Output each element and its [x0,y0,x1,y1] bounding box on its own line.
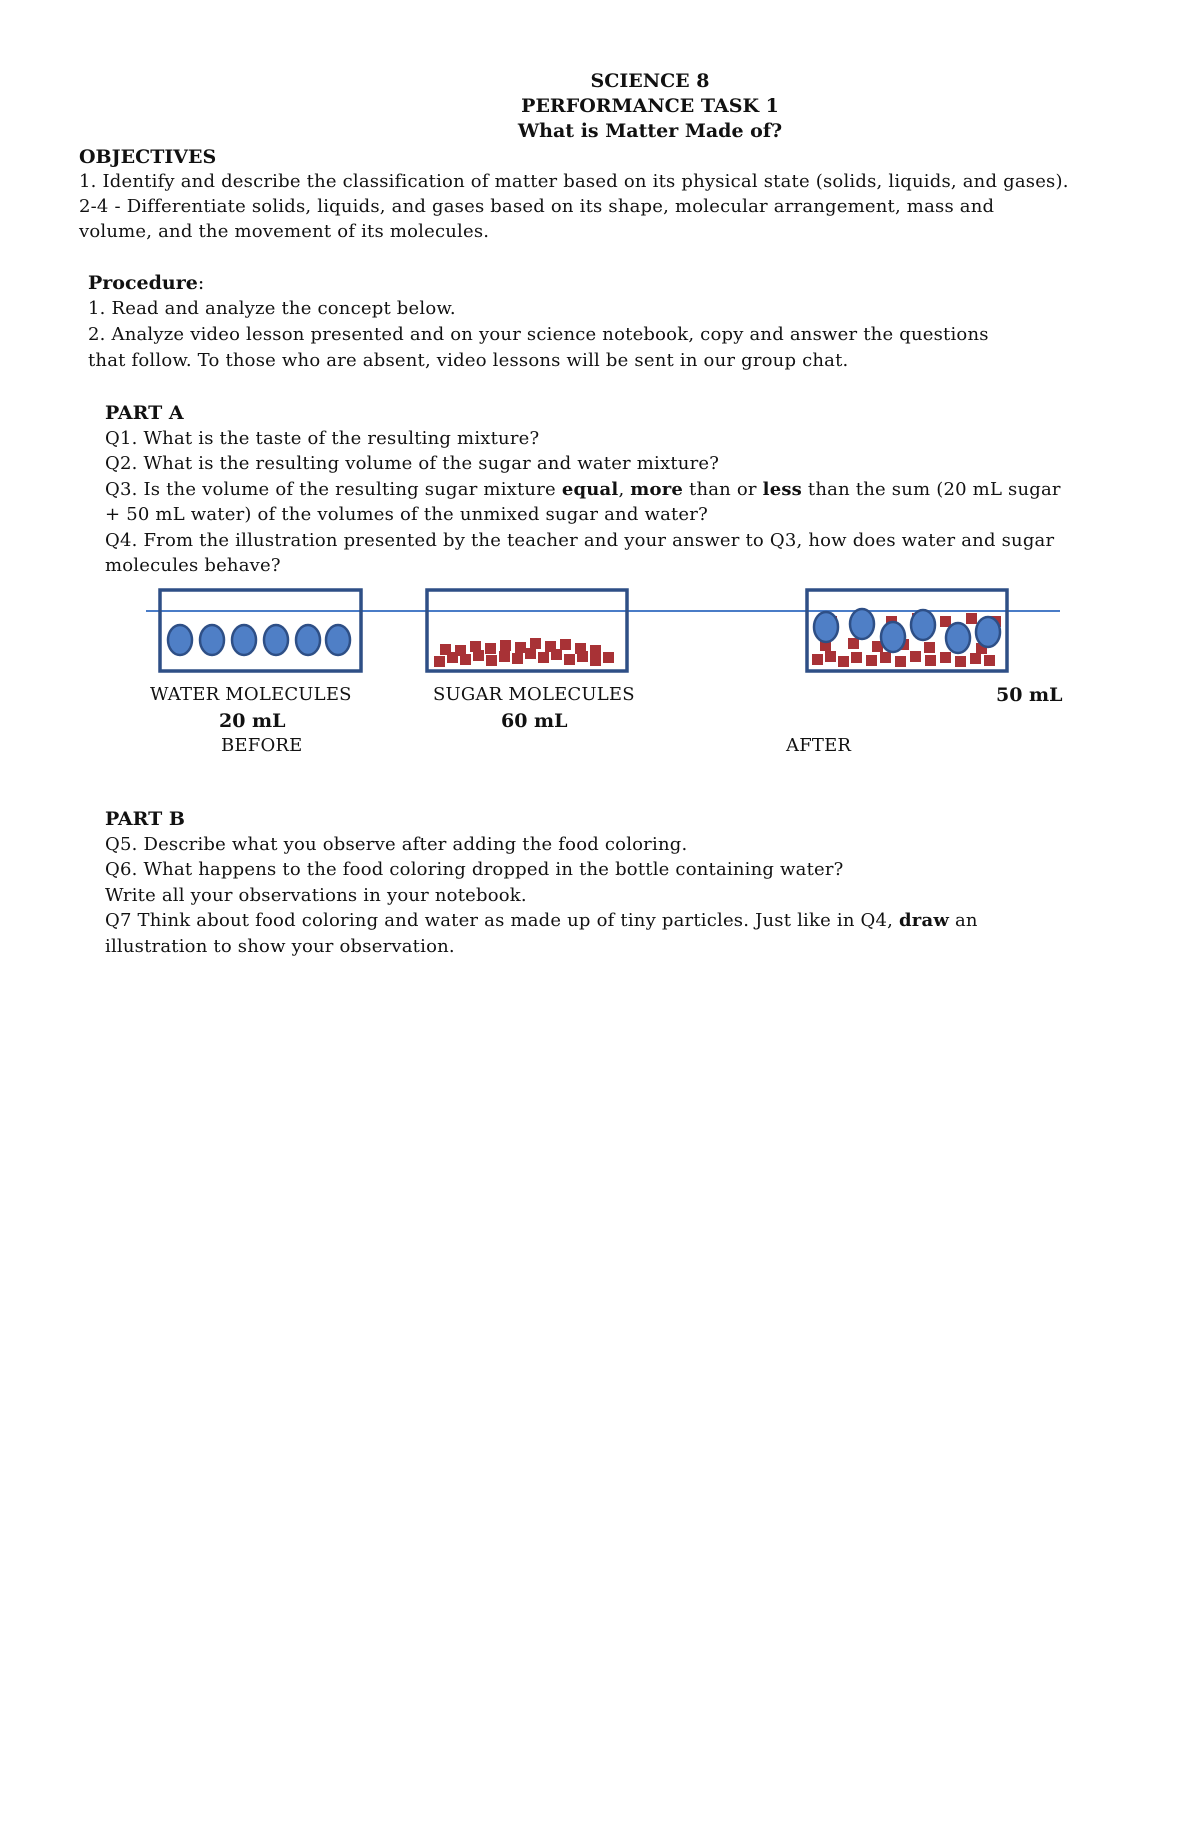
question-q4-cont: molecules behave? [105,555,281,576]
sugar-molecule [955,656,966,667]
sugar-molecule [440,644,451,655]
sugar-molecule [940,616,951,627]
water-molecule [296,625,320,655]
sugar-molecule [455,645,466,656]
procedure-step-2: 2. Analyze video lesson presented and on your science notebook, copy and answer the questions [88,324,989,345]
sugar-molecules-group [434,638,614,667]
sugar-molecule [564,654,575,665]
molecule-diagram [0,0,1200,720]
part-a-heading: PART A [105,402,184,424]
sugar-molecule [848,638,859,649]
sugar-molecule [970,653,981,664]
water-molecules-label: WATER MOLECULES [150,684,352,705]
task-heading: PERFORMANCE TASK 1 [521,95,779,117]
water-volume: 20 mL [219,710,286,732]
water-molecule [814,612,838,642]
sugar-molecule [470,641,481,652]
procedure-step-2-cont: that follow. To those who are absent, video lessons will be sent in our group chat. [88,350,849,371]
question-q5: Q5. Describe what you observe after adding the food coloring. [105,834,688,855]
question-q6-note: Write all your observations in your notebook. [105,885,527,906]
after-label: AFTER [786,735,852,756]
sugar-molecule [590,655,601,666]
procedure-step-1: 1. Read and analyze the concept below. [88,298,456,319]
sugar-molecule [486,655,497,666]
sugar-volume: 60 mL [501,710,568,732]
sugar-molecule [525,648,536,659]
sugar-molecule [603,652,614,663]
question-q4: Q4. From the illustration presented by the teacher and your answer to Q3, how does water and sugar [105,530,1055,551]
sugar-molecule [895,656,906,667]
sugar-molecule [851,652,862,663]
before-label: BEFORE [221,735,303,756]
water-molecule [850,609,874,639]
sugar-molecule [485,643,496,654]
water-molecule [200,625,224,655]
sugar-molecule [825,651,836,662]
sugar-molecules-label: SUGAR MOLECULES [433,684,635,705]
water-molecule [881,622,905,652]
question-q7: Q7 Think about food coloring and water as made up of tiny particles. Just like in Q4, draw an [105,910,978,931]
sugar-molecule [966,613,977,624]
question-q6: Q6. What happens to the food coloring dropped in the bottle containing water? [105,859,844,880]
part-b-heading: PART B [105,808,185,830]
water-molecule [911,610,935,640]
sugar-molecule [538,652,549,663]
sugar-molecule [924,642,935,653]
water-molecule [946,623,970,653]
sugar-molecule [530,638,541,649]
sugar-molecule [838,656,849,667]
sugar-molecule [590,645,601,656]
sugar-molecule [545,641,556,652]
sugar-molecule [940,652,951,663]
question-q3: Q3. Is the volume of the resulting sugar mixture equal, more than or less than the sum (20 mL sugar [105,479,1061,500]
water-molecule [326,625,350,655]
sugar-molecule [500,640,511,651]
water-molecules-group [168,625,350,655]
objective-1: 1. Identify and describe the classification of matter based on its physical state (solids, liquids, and gases). [79,171,1069,192]
question-q3-cont: + 50 mL water) of the volumes of the unmixed sugar and water? [105,504,708,525]
page-title: What is Matter Made of? [517,120,783,142]
water-molecule [168,625,192,655]
objective-2: 2-4 - Differentiate solids, liquids, and gases based on its shape, molecular arrangement, mass and [79,196,995,217]
question-q7-cont: illustration to show your observation. [105,936,455,957]
mixture-molecules-group [812,609,1001,667]
sugar-molecule [910,651,921,662]
question-q2: Q2. What is the resulting volume of the sugar and water mixture? [105,453,720,474]
question-q1: Q1. What is the taste of the resulting mixture? [105,428,540,449]
water-molecule [232,625,256,655]
water-molecule [264,625,288,655]
water-molecule [976,617,1000,647]
procedure-heading: Procedure: [88,272,205,294]
after-volume: 50 mL [996,684,1063,706]
sugar-molecule [515,642,526,653]
sugar-molecule [499,651,510,662]
sugar-molecule [880,652,891,663]
objective-2-cont: volume, and the movement of its molecules. [79,221,490,242]
sugar-molecule [812,654,823,665]
sugar-molecule [925,655,936,666]
sugar-molecule [984,655,995,666]
sugar-molecule [866,655,877,666]
sugar-molecule [512,653,523,664]
objectives-heading: OBJECTIVES [79,146,217,168]
sugar-molecule [560,639,571,650]
sugar-molecule [575,643,586,654]
sugar-molecule [434,656,445,667]
subject-heading: SCIENCE 8 [590,70,710,92]
